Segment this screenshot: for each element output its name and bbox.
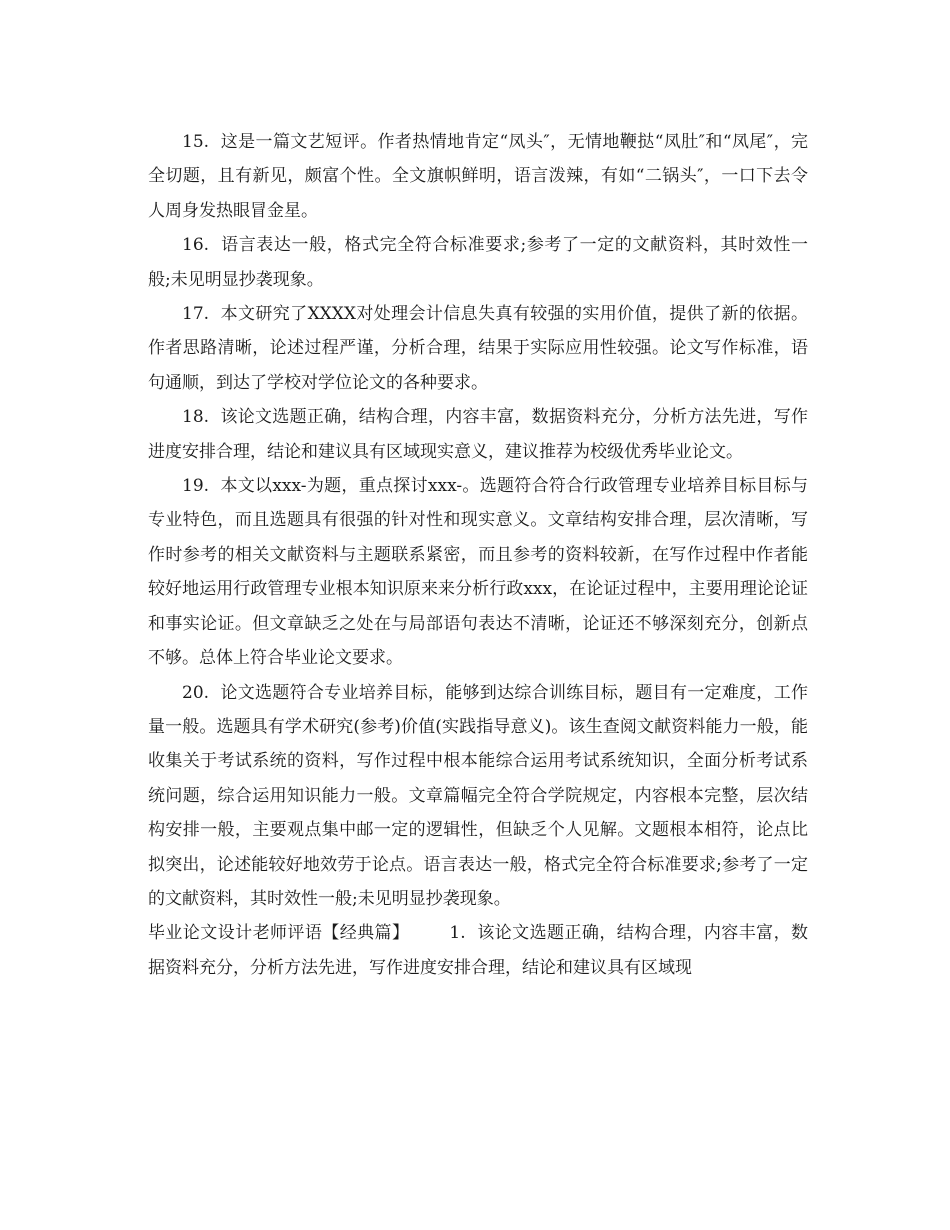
paragraph-number: 20. [182,682,210,703]
paragraph-number: 16. [182,235,210,256]
section-item-number: 1. [449,923,466,944]
paragraph-text: 语言表达一般，格式完全符合标准要求;参考了一定的文献资料，其时效性一般;未见明显抄袭现象。 [148,235,808,290]
paragraph-number: 15. [182,132,210,152]
comment-paragraph-15 [148,125,808,228]
document-body [148,125,808,985]
section-item-text: 该论文选题正确，结构合理，内容丰富，数据资料充分，分析方法先进，写作进度安排合理，结论和建议具有区域现 [148,923,809,978]
paragraph-number: 19. [182,476,210,497]
paragraph-number: 18. [182,407,210,428]
comment-paragraph-19 [148,469,808,675]
comment-paragraph-20 [148,676,808,917]
comment-paragraph-17 [148,297,808,400]
section-title: 毕业论文设计老师评语【经典篇】 [148,923,410,944]
paragraph-text: 本文研究了XXXX对处理会计信息失真有较强的实用价值，提供了新的依据。作者思路清晰，论述过程严谨，分析合理，结果于实际应用性较强。论文写作标准，语句通顺，到达了学校对学位论文的各种要求。 [148,304,808,393]
section-paragraph [148,916,808,985]
paragraph-text: 论文选题符合专业培养目标，能够到达综合训练目标，题目有一定难度，工作量一般。选题具有学术研究(参考)价值(实践指导意义)。该生查阅文献资料能力一般，能收集关于考试系统的资料，写作过程中根本能综合运用考试系统知识，全面分析考试系统问题，综合运用知识能力一般。文章篇幅完全符合学院规定，内容根本完整，层次结构安排一般，主要观点集中邮一定的逻辑性，但缺乏个人见解。文题根本相符，论点比拟突出，论述能较好地效劳于论点。语言表达一般，格式完全符合标准要求;参考了一定的文献资料，其时效性一般;未见明显抄袭现象。 [148,682,808,909]
paragraph-text: 本文以xxx-为题，重点探讨xxx-。选题符合符合行政管理专业培养目标目标与专业特色，而且选题具有很强的针对性和现实意义。文章结构安排合理，层次清晰，写作时参考的相关文献资料与主题联系紧密，而且参考的资料较新，在写作过程中作者能较好地运用行政管理专业根本知识原来来分析行政xxx，在论证过程中，主要用理论论证和事实论证。但文章缺乏之处在与局部语句表达不清晰，论证还不够深刻充分，创新点不够。总体上符合毕业论文要求。 [148,476,808,669]
comment-paragraph-18 [148,400,808,469]
paragraph-text: 这是一篇文艺短评。作者热情地肯定“凤头″，无情地鞭挞“凤肚″和“凤尾″，完全切题，且有新见，颇富个性。全文旗帜鲜明，语言泼辣，有如“二锅头″，一口下去令人周身发热眼冒金星。 [148,132,808,221]
paragraph-text: 该论文选题正确，结构合理，内容丰富，数据资料充分，分析方法先进，写作进度安排合理，结论和建议具有区域现实意义，建议推荐为校级优秀毕业论文。 [148,407,808,462]
comment-paragraph-16 [148,228,808,297]
paragraph-number: 17. [182,304,210,325]
